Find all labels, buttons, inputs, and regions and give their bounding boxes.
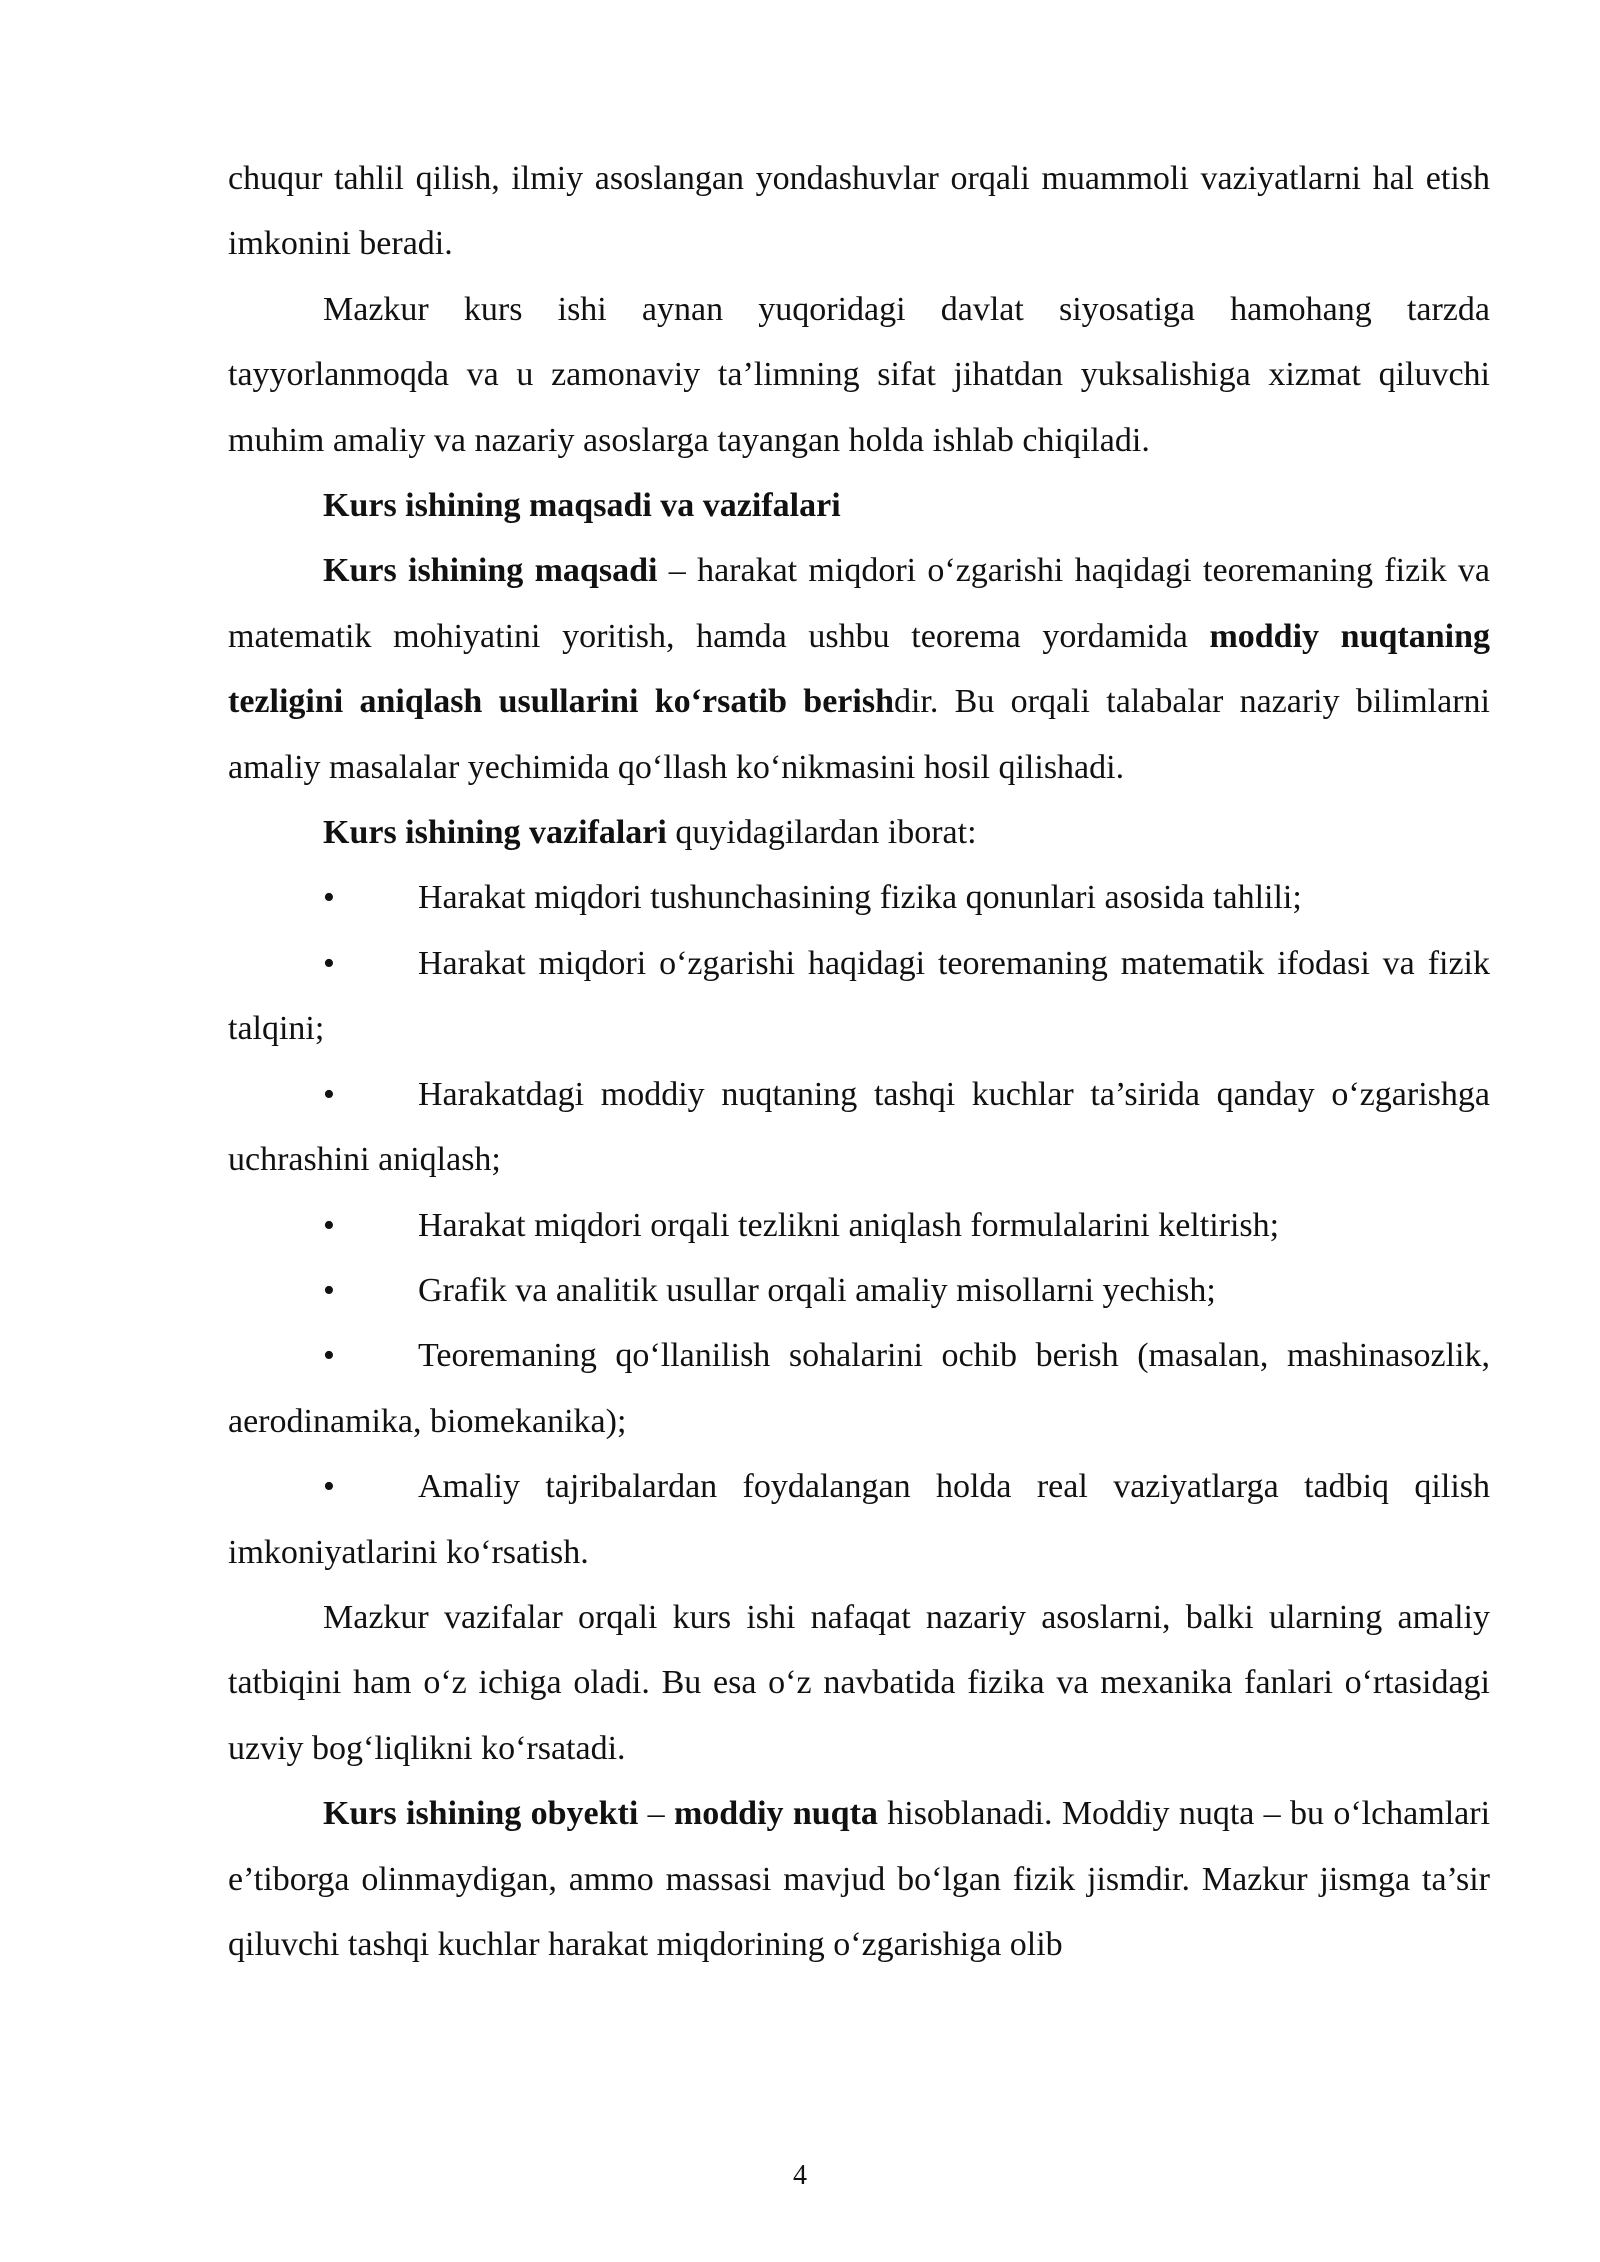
list-item-text: Teoremaning qo‘llanilish sohalarini ochib berish (masalan, mashinasozlik, aerodinamika, biomekanika);: [228, 1337, 1490, 1440]
tasks-label: Kurs ishining vazifalari: [323, 814, 667, 852]
list-item-text: Harakat miqdori o‘zgarishi haqidagi teoremaning matematik ifodasi va fizik talqini;: [228, 944, 1490, 1048]
object-bold: moddiy nuqta: [673, 1795, 878, 1833]
paragraph-goal: [228, 538, 1490, 800]
goal-label: Kurs ishining maqsadi: [323, 552, 658, 590]
list-item: [228, 1454, 1490, 1585]
list-item: [228, 931, 1490, 1062]
list-item: [228, 865, 1490, 930]
list-item-text: Harakat miqdori tushunchasining fizika qonunlari asosida tahlili;: [418, 879, 1302, 917]
bullet-icon: •: [323, 1075, 335, 1113]
list-item-text: Harakat miqdori orqali tezlikni aniqlash formulalarini keltirish;: [418, 1206, 1280, 1244]
bullet-icon: •: [323, 1337, 335, 1375]
paragraph-object: [228, 1781, 1490, 1977]
bullet-icon: •: [323, 944, 335, 982]
paragraph-intro-continuation: chuqur tahlil qilish, ilmiy asoslangan yondashuvlar orqali muammoli vaziyatlarni hal etish imkonini beradi.: [228, 160, 1490, 263]
paragraph-summary: Mazkur vazifalar orqali kurs ishi nafaqat nazariy asoslarni, balki ularning amaliy tatbiqini ham o‘z ichiga oladi. Bu esa o‘z navbatida fizika va mexanika fanlari o‘rtasidagi uzviy bog‘liqlikni ko‘rsatadi.: [228, 1598, 1490, 1767]
paragraph-state-policy: Mazkur kurs ishi aynan yuqoridagi davlat siyosatiga hamohang tarzda tayyorlanmoqda va u zamonaviy ta’limning sifat jihatdan yuksalishiga xizmat qiluvchi muhim amaliy va nazariy asoslarga tayangan holda ishlab chiqiladi.: [228, 290, 1490, 459]
list-item: [228, 1258, 1490, 1323]
list-item: [228, 1193, 1490, 1258]
goal-text-1: – harakat miqdori o‘zgarishi haqidagi teoremaning fizik va matematik mohiyatini yoritish, hamda ushbu teorema yordamida: [228, 552, 1491, 655]
bullet-icon: •: [323, 1206, 335, 1244]
goal-bold: moddiy nuqtaning tezligini aniqlash usullarini ko‘rsatib berish: [228, 617, 1490, 721]
section-heading-text: Kurs ishining maqsadi va vazifalari: [323, 487, 841, 525]
goal-text-2: dir. Bu orqali talabalar nazariy bilimlarni amaliy masalalar yechimida qo‘llash ko‘nikmasini hosil qilishadi.: [228, 683, 1490, 786]
object-text: hisoblanadi. Moddiy nuqta – bu o‘lchamlari e’tiborga olinmaydigan, ammo massasi mavjud bo‘lgan fizik jismdir. Mazkur jismga ta’sir qiluvchi tashqi kuchlar harakat miqdorining o‘zgarishiga olib: [228, 1795, 1491, 1963]
bullet-icon: •: [323, 879, 335, 917]
list-item: [228, 1062, 1490, 1193]
bullet-icon: •: [323, 1468, 335, 1506]
page-number: 4: [793, 2160, 807, 2191]
list-item-text: Amaliy tajribalardan foydalangan holda real vaziyatlarga tadbiq qilish imkoniyatlarini ko‘rsatish.: [228, 1468, 1490, 1571]
list-item-text: Grafik va analitik usullar orqali amaliy misollarni yechish;: [418, 1271, 1216, 1309]
tasks-intro-text: quyidagilardan iborat:: [666, 814, 977, 852]
list-item-text: Harakatdagi moddiy nuqtaning tashqi kuchlar ta’sirida qanday o‘zgarishga uchrashini aniqlash;: [228, 1075, 1490, 1179]
paragraph-tasks-intro: [228, 800, 1490, 865]
section-heading: [228, 473, 1490, 538]
bullet-icon: •: [323, 1271, 335, 1309]
body-text: [228, 146, 1490, 1977]
list-item: [228, 1323, 1490, 1454]
object-dash: –: [638, 1795, 674, 1833]
object-label: Kurs ishining obyekti: [323, 1795, 639, 1833]
